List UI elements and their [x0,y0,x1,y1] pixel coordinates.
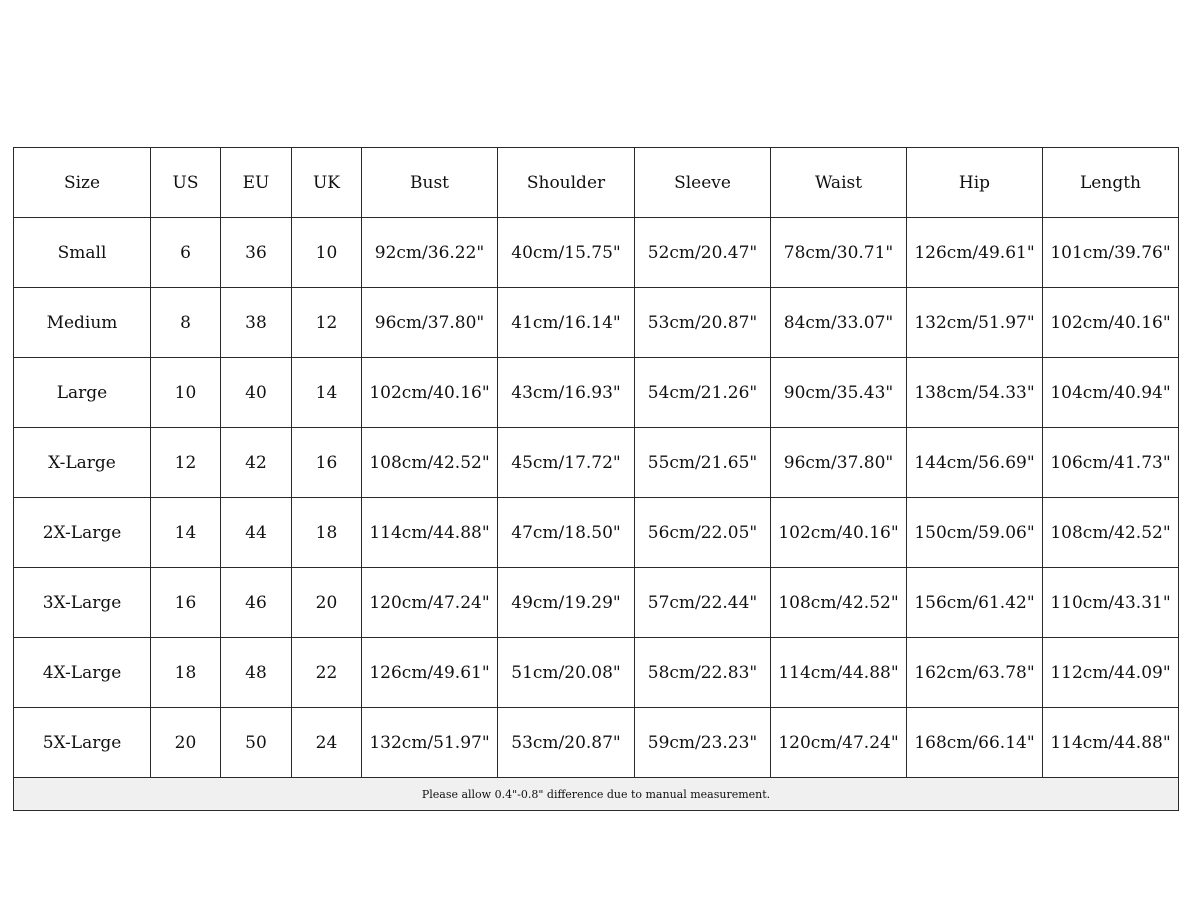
table-cell-sleeve: 55cm/21.65" [635,428,771,498]
table-cell-eu: 48 [221,638,292,708]
column-header-waist: Waist [771,148,907,218]
table-cell-bust: 92cm/36.22" [362,218,498,288]
table-row [14,358,1179,428]
table-cell-hip: 126cm/49.61" [907,218,1043,288]
table-cell-hip: 168cm/66.14" [907,708,1043,778]
table-cell-waist: 102cm/40.16" [771,498,907,568]
column-header-bust: Bust [362,148,498,218]
table-cell-hip: 144cm/56.69" [907,428,1043,498]
table-row [14,288,1179,358]
measurement-note: Please allow 0.4"-0.8" difference due to manual measurement. [14,778,1179,811]
table-cell-us: 6 [151,218,221,288]
table-cell-us: 8 [151,288,221,358]
table-cell-hip: 150cm/59.06" [907,498,1043,568]
table-cell-uk: 18 [292,498,362,568]
table-cell-eu: 50 [221,708,292,778]
table-cell-eu: 46 [221,568,292,638]
size-label-cell: Small [14,218,151,288]
table-cell-uk: 12 [292,288,362,358]
table-cell-waist: 96cm/37.80" [771,428,907,498]
table-cell-shoulder: 53cm/20.87" [498,708,635,778]
table-cell-uk: 16 [292,428,362,498]
table-cell-us: 18 [151,638,221,708]
table-cell-shoulder: 41cm/16.14" [498,288,635,358]
table-cell-waist: 90cm/35.43" [771,358,907,428]
table-row [14,568,1179,638]
column-header-sleeve: Sleeve [635,148,771,218]
table-cell-length: 110cm/43.31" [1043,568,1179,638]
size-label-cell: Medium [14,288,151,358]
table-cell-bust: 108cm/42.52" [362,428,498,498]
table-row [14,638,1179,708]
table-cell-uk: 20 [292,568,362,638]
table-cell-uk: 24 [292,708,362,778]
table-cell-sleeve: 56cm/22.05" [635,498,771,568]
table-cell-length: 112cm/44.09" [1043,638,1179,708]
table-cell-bust: 120cm/47.24" [362,568,498,638]
table-cell-length: 114cm/44.88" [1043,708,1179,778]
table-cell-length: 106cm/41.73" [1043,428,1179,498]
table-header-row [14,148,1179,218]
table-cell-length: 104cm/40.94" [1043,358,1179,428]
table-cell-hip: 156cm/61.42" [907,568,1043,638]
table-row [14,498,1179,568]
size-label-cell: 2X-Large [14,498,151,568]
column-header-size: Size [14,148,151,218]
size-label-cell: X-Large [14,428,151,498]
table-cell-bust: 126cm/49.61" [362,638,498,708]
size-chart [13,147,1178,811]
table-cell-sleeve: 59cm/23.23" [635,708,771,778]
table-cell-eu: 44 [221,498,292,568]
table-cell-sleeve: 53cm/20.87" [635,288,771,358]
table-cell-uk: 10 [292,218,362,288]
column-header-eu: EU [221,148,292,218]
table-row [14,708,1179,778]
table-cell-us: 20 [151,708,221,778]
table-cell-sleeve: 52cm/20.47" [635,218,771,288]
table-cell-sleeve: 57cm/22.44" [635,568,771,638]
table-cell-bust: 114cm/44.88" [362,498,498,568]
column-header-length: Length [1043,148,1179,218]
column-header-uk: UK [292,148,362,218]
table-cell-us: 12 [151,428,221,498]
table-cell-hip: 132cm/51.97" [907,288,1043,358]
table-cell-shoulder: 51cm/20.08" [498,638,635,708]
table-cell-uk: 22 [292,638,362,708]
table-cell-waist: 114cm/44.88" [771,638,907,708]
table-cell-bust: 132cm/51.97" [362,708,498,778]
table-cell-eu: 40 [221,358,292,428]
table-cell-waist: 108cm/42.52" [771,568,907,638]
note-row [14,778,1179,811]
table-row [14,218,1179,288]
table-row [14,428,1179,498]
size-label-cell: 4X-Large [14,638,151,708]
table-cell-shoulder: 43cm/16.93" [498,358,635,428]
table-cell-eu: 38 [221,288,292,358]
table-cell-us: 14 [151,498,221,568]
column-header-shoulder: Shoulder [498,148,635,218]
table-cell-waist: 78cm/30.71" [771,218,907,288]
table-cell-waist: 84cm/33.07" [771,288,907,358]
table-cell-waist: 120cm/47.24" [771,708,907,778]
table-cell-sleeve: 58cm/22.83" [635,638,771,708]
table-cell-us: 10 [151,358,221,428]
size-chart-table [13,147,1179,811]
table-cell-length: 102cm/40.16" [1043,288,1179,358]
table-cell-length: 101cm/39.76" [1043,218,1179,288]
table-cell-sleeve: 54cm/21.26" [635,358,771,428]
table-cell-shoulder: 45cm/17.72" [498,428,635,498]
table-cell-eu: 36 [221,218,292,288]
size-label-cell: Large [14,358,151,428]
table-cell-us: 16 [151,568,221,638]
size-label-cell: 3X-Large [14,568,151,638]
table-cell-bust: 102cm/40.16" [362,358,498,428]
table-cell-bust: 96cm/37.80" [362,288,498,358]
table-cell-eu: 42 [221,428,292,498]
table-cell-shoulder: 47cm/18.50" [498,498,635,568]
table-cell-hip: 162cm/63.78" [907,638,1043,708]
table-cell-uk: 14 [292,358,362,428]
size-label-cell: 5X-Large [14,708,151,778]
table-cell-shoulder: 40cm/15.75" [498,218,635,288]
table-cell-shoulder: 49cm/19.29" [498,568,635,638]
table-cell-hip: 138cm/54.33" [907,358,1043,428]
column-header-hip: Hip [907,148,1043,218]
column-header-us: US [151,148,221,218]
table-cell-length: 108cm/42.52" [1043,498,1179,568]
